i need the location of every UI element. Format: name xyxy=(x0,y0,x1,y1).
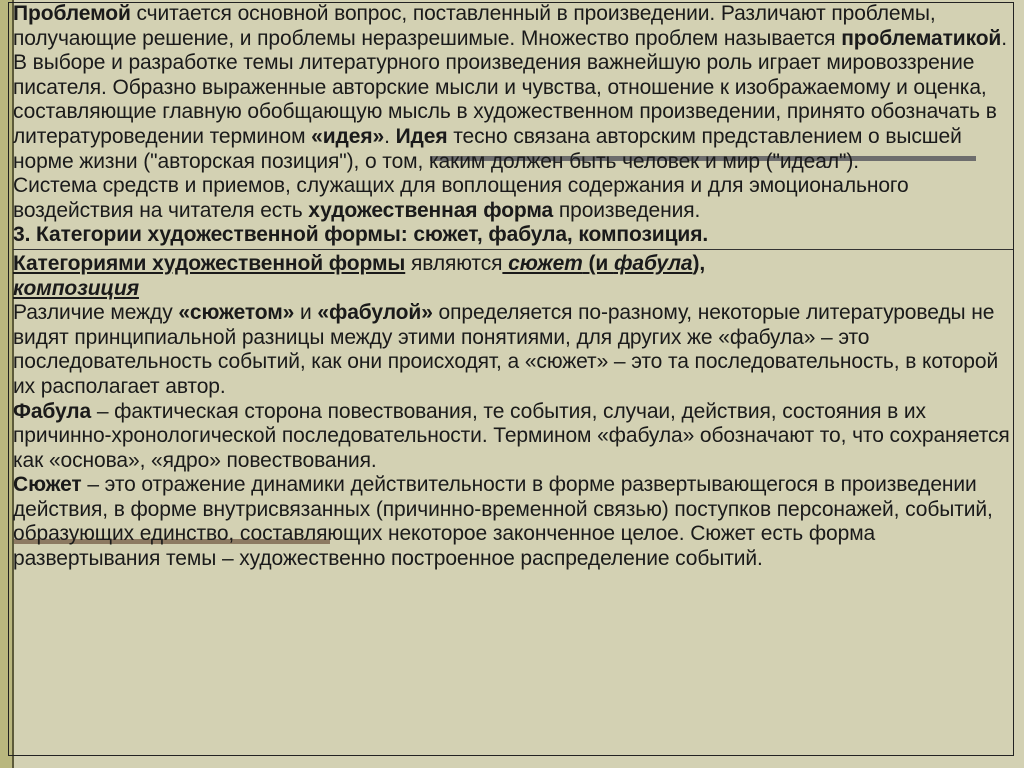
paragraph-problem-end: . xyxy=(1001,26,1007,50)
term-problem: Проблемой xyxy=(13,2,131,25)
term-fabula: фабула xyxy=(613,251,693,275)
term-artistic-form: художественная форма xyxy=(308,198,554,222)
paragraph-idea-dot: . xyxy=(384,124,396,148)
paragraph-idea-text1: В выборе и разработке темы литературного произведения важнейшую роль играет мировоззрение писателя. Образно выраженные авторские мысли и чувства, отношение к изображаемому и оценка, составляющие главную обобщающую мысль в художественном произведении, принято обозначать в литературоведении термином xyxy=(13,51,997,148)
paragraph-difference xyxy=(13,301,1013,399)
paragraph-categories-end: ), xyxy=(692,251,706,275)
paragraph-fabula-text: – фактическая сторона повествования, те события, случаи, действия, состояния в их причинно-хронологической последовательности. Термином «фабула» обозначают то, что сохраняется как «основа», «ядро» повествования. xyxy=(13,399,1010,472)
paragraph-categories xyxy=(13,252,1013,301)
paragraph-categories-mid: (и xyxy=(582,251,614,275)
term-plot: сюжет xyxy=(502,251,583,275)
section-heading-text: 3. Категории художественной формы: сюжет, фабула, композиция. xyxy=(13,223,1013,250)
paragraph-problem-text: считается основной вопрос, поставленный в произведении. Различают проблемы, получающие решение, и проблемы неразрешимые. Множество проблем называется xyxy=(13,2,936,50)
slide-content xyxy=(13,2,1013,572)
paragraph-problem xyxy=(13,2,1013,51)
term-idea-quoted: «идея» xyxy=(311,124,385,148)
paragraph-form xyxy=(13,174,1013,223)
paragraph-plot xyxy=(13,473,1013,571)
paragraph-form-text: Система средств и приемов, служащих для воплощения содержания и для эмоционального воздействия на читателя есть xyxy=(13,174,909,222)
term-problematics: проблематикой xyxy=(841,26,1002,50)
term-plot-def: Сюжет xyxy=(13,473,82,497)
paragraph-idea-text2: тесно связана авторским представлением о высшей норме жизни ("авторская позиция"), о том, каким должен быть человек и мир ("идеал"). xyxy=(13,124,962,173)
term-idea: Идея xyxy=(395,124,448,148)
paragraph-difference-text3: определяется по-разному, некоторые литературоведы не видят принципиальной разницы между этими понятиями, для других же «фабула» – это последовательность событий, как они происходят, а «сюжет» – это та последовательность, в которой их располагает автор. xyxy=(13,301,999,398)
paragraph-difference-text2: и xyxy=(294,301,318,325)
paragraph-form-end: произведения. xyxy=(553,198,701,222)
paragraph-fabula xyxy=(13,400,1013,474)
paragraph-plot-text: – это отражение динамики действительности в форме развертывающегося в произведении действия, в форме внутрисвязанных (причинно-временной связью) поступков персонажей, событий, образующих единство, составляющих некоторое законченное целое. Сюжет есть форма развертывания темы – художественно построенное распределение событий. xyxy=(13,473,993,571)
term-plot-quoted: «сюжетом» xyxy=(178,301,295,325)
paragraph-difference-text1: Различие между xyxy=(13,301,179,325)
paragraph-idea xyxy=(13,51,1013,174)
term-categories: Категориями художественной формы xyxy=(13,251,406,275)
term-composition: композиция xyxy=(13,276,139,300)
term-fabula-def: Фабула xyxy=(13,399,92,423)
term-fabula-quoted: «фабулой» xyxy=(317,301,433,325)
paragraph-categories-text: являются xyxy=(405,251,503,275)
section-heading xyxy=(13,223,1013,250)
